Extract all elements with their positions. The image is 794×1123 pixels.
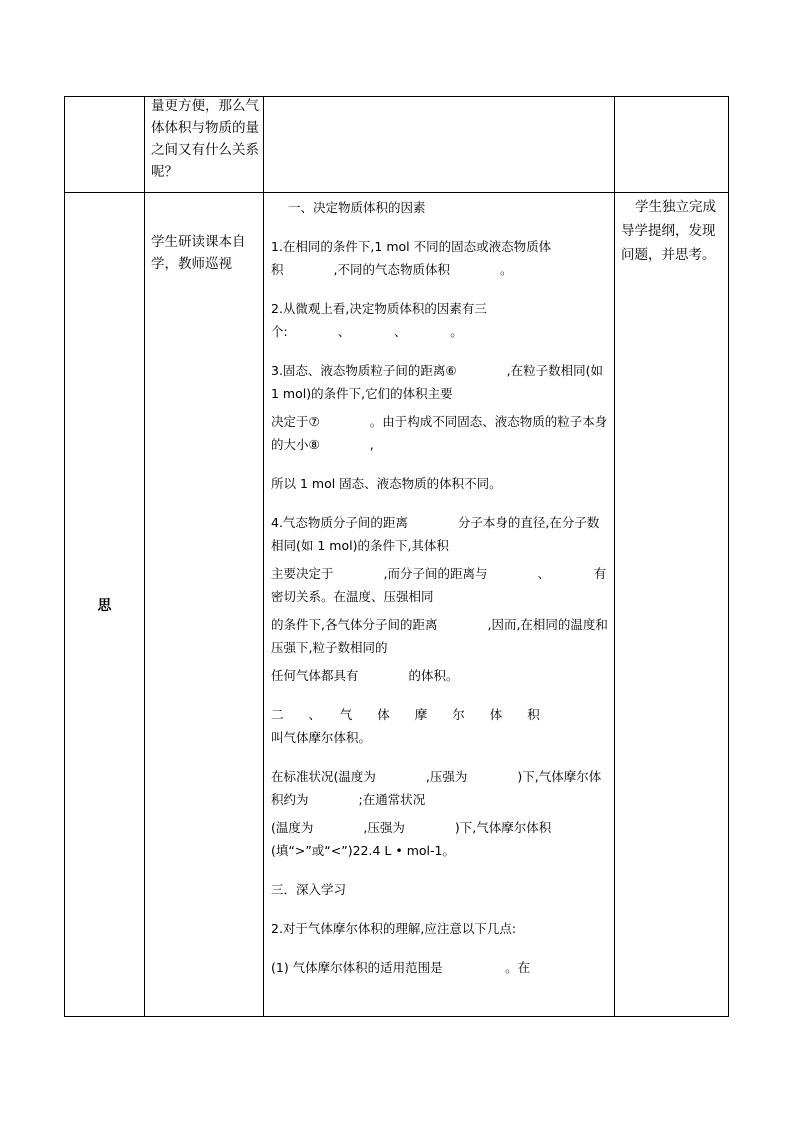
table-row bbox=[65, 97, 729, 193]
content-paragraph: 所以 1 mol 固态、液态物质的体积不同。 bbox=[271, 476, 502, 491]
activity-text: 量更方便，那么气体体积与物质的量之间又有什么关系呢？ bbox=[151, 98, 259, 180]
content-paragraph: (温度为 ,压强为 )下,气体摩尔体积(填“>”或“<”)22.4 L • mol-1。 bbox=[271, 820, 552, 858]
activity-cell bbox=[145, 193, 264, 1017]
stage-label: 思 bbox=[65, 193, 145, 1017]
activity-cell bbox=[145, 97, 264, 193]
table-row bbox=[65, 193, 729, 1017]
content-paragraph: 在标准状况(温度为 ,压强为 )下,气体摩尔体积约为 ;在通常状况 bbox=[271, 769, 602, 807]
content-paragraph: 决定于⑦ 。由于构成不同固态、液态物质的粒子本身的大小⑧ , bbox=[271, 414, 608, 452]
content-paragraph: 叫气体摩尔体积。 bbox=[271, 730, 372, 745]
section-heading: 二 、 气 体 摩 尔 体 积 bbox=[271, 707, 540, 722]
content-cell bbox=[264, 193, 615, 1017]
content-paragraph: 主要决定于 ,而分子间的距离与 、 有密切关系。在温度、压强相同 bbox=[271, 566, 607, 604]
content-paragraph: 2.对于气体摩尔体积的理解,应注意以下几点: bbox=[271, 921, 517, 936]
student-cell bbox=[615, 193, 729, 1017]
section-heading: 一、决定物质体积的因素 bbox=[288, 200, 426, 215]
content-paragraph: 3.固态、液态物质粒子间的距离⑥ ,在粒子数相同(如 1 mol)的条件下,它们的体积主要 bbox=[271, 363, 603, 401]
student-text bbox=[615, 195, 728, 267]
student-cell bbox=[615, 97, 729, 193]
content-paragraph: 2.从微观上看,决定物质体积的因素有三个: 、 、 。 bbox=[271, 301, 487, 339]
content-body bbox=[264, 196, 614, 979]
content-cell bbox=[264, 97, 615, 193]
lesson-plan-table bbox=[64, 96, 729, 1017]
stage-cell bbox=[65, 97, 145, 193]
content-paragraph: 1.在相同的条件下,1 mol 不同的固态或液态物质体积 ,不同的气态物质体积 。 bbox=[271, 239, 552, 277]
content-paragraph: 的条件下,各气体分子间的距离 ,因而,在相同的温度和压强下,粒子数相同的 bbox=[271, 617, 608, 655]
content-paragraph: 4.气态物质分子间的距离 分子本身的直径,在分子数相同(如 1 mol)的条件下,其体积 bbox=[271, 515, 600, 553]
student-paragraph: 学生独立完成导学提纲，发现问题，并思考。 bbox=[621, 199, 716, 263]
activity-text: 学生研读课本自学，教师巡视 bbox=[151, 234, 246, 272]
content-paragraph: 任何气体都具有 的体积。 bbox=[271, 668, 459, 683]
section-heading: 三．深入学习 bbox=[271, 882, 347, 897]
content-paragraph: (1) 气体摩尔体积的适用范围是 。在 bbox=[271, 960, 531, 975]
